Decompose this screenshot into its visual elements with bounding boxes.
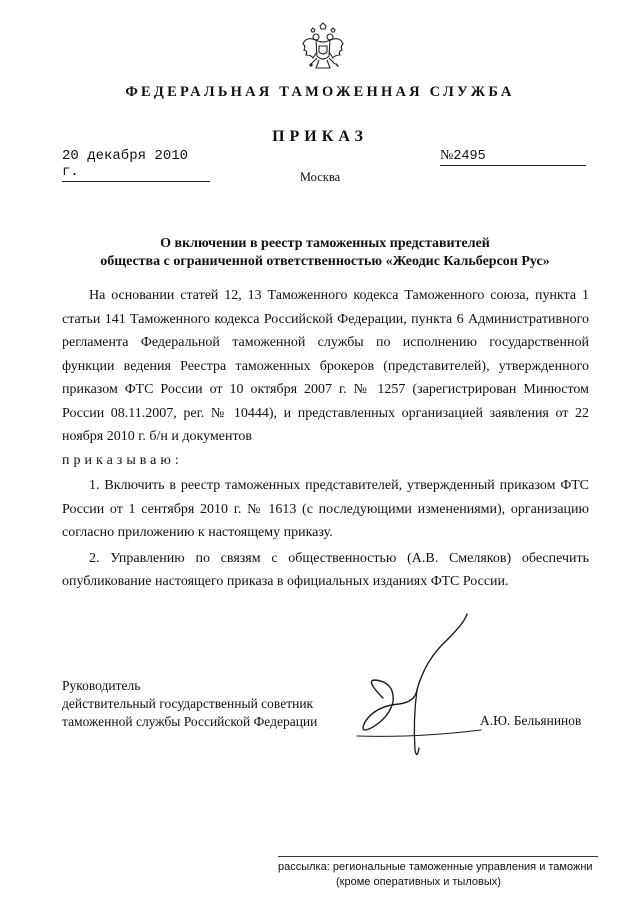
order-body	[62, 284, 589, 594]
distribution-line-1: рассылка: региональные таможенные управления и таможни	[278, 861, 593, 873]
order-item-2: 2. Управлению по связям с общественностью (А.В. Смеляков) обеспечить опубликование настоящего приказа в официальных изданиях ФТС России.	[62, 550, 589, 589]
footer-divider	[278, 856, 598, 857]
signer-name: А.Ю. Бельянинов	[480, 713, 582, 728]
number-prefix: №	[440, 148, 454, 163]
document-type: ПРИКАЗ	[272, 128, 368, 145]
agency-name: ФЕДЕРАЛЬНАЯ ТАМОЖЕННАЯ СЛУЖБА	[125, 84, 515, 100]
preamble-paragraph: На основании статей 12, 13 Таможенного кодекса Таможенного союза, пункта 1 статьи 141 Таможенного кодекса Российской Федерации, пункта 6 Административного регламента Федеральной таможенной службы по исполнению государственной функции ведения Реестра таможенных брокеров (представителей), утвержденного приказом ФТС России от 10 октября 2007 г. № 1257 (зарегистрирован Минюстом России 08.11.2007, рег. № 10444), и представленных организацией заявления от 22 ноября 2010 г. б/н и документов	[62, 288, 589, 444]
order-number	[440, 148, 586, 166]
order-item-1: 1. Включить в реестр таможенных представителей, утвержденный приказом ФТС России от 1 сентября 2010 г. № 1613 (с последующими изменениями), организацию согласно приложению к настоящему приказу.	[62, 478, 589, 540]
distribution-note	[278, 860, 618, 890]
distribution-line-2: (кроме оперативных и тыловых)	[336, 876, 501, 888]
signer-title-line-3: таможенной службы Российской Федерации	[62, 714, 318, 729]
handwritten-signature	[355, 610, 485, 760]
number-value: 2495	[453, 149, 486, 164]
signer-title-line-2: действительный государственный советник	[62, 696, 314, 711]
signer-title-line-1: Руководитель	[62, 678, 141, 693]
coat-of-arms-icon	[300, 22, 346, 74]
order-word: приказываю:	[62, 452, 183, 468]
order-subject	[60, 235, 590, 271]
subject-line-1: О включении в реестр таможенных представителей	[160, 236, 490, 251]
signer-title	[62, 677, 317, 731]
subject-line-2: общества с ограниченной ответственностью «Жеодис Кальберсон Рус»	[100, 254, 550, 269]
order-date: 20 декабря 2010 г.	[62, 148, 210, 182]
city: Москва	[299, 170, 341, 184]
